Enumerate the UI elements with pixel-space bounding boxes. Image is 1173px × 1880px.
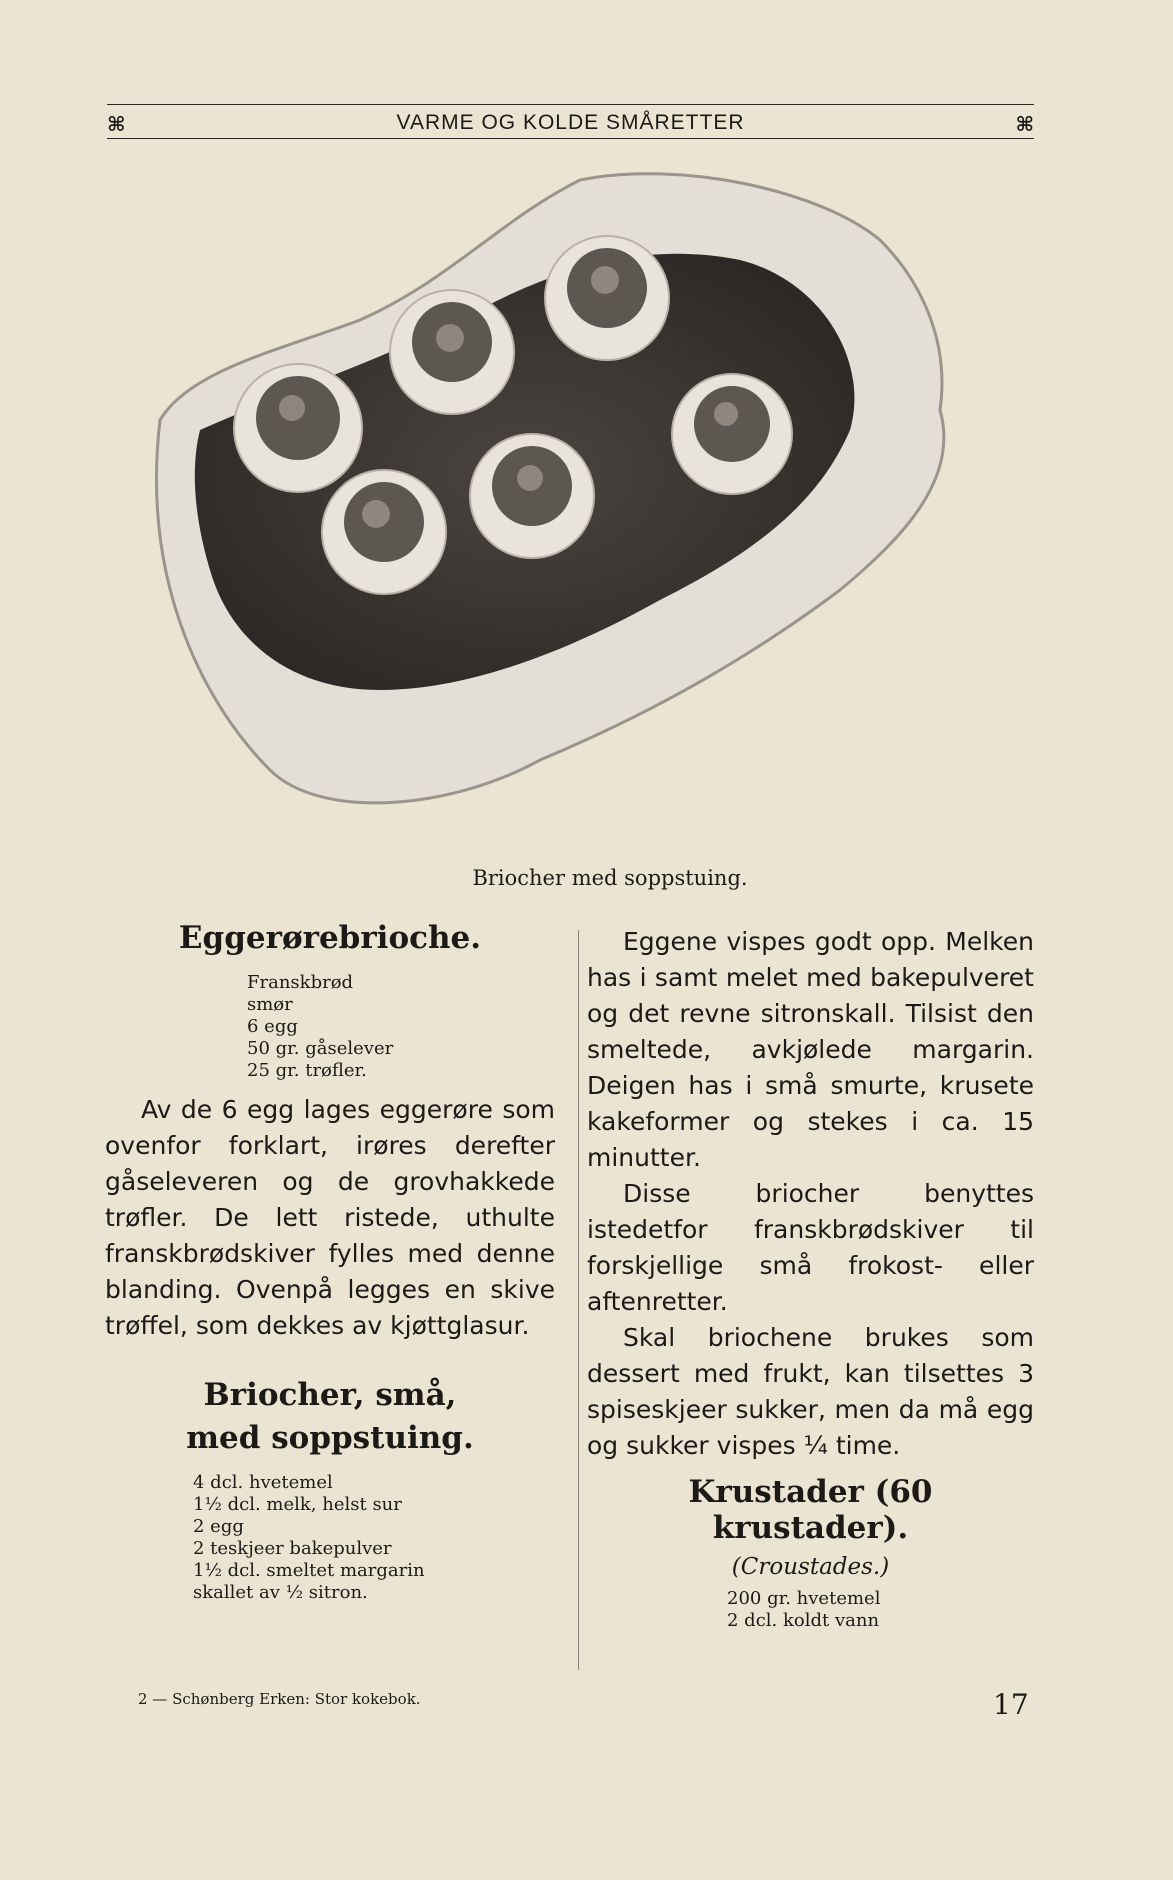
ingredient-item: smør (247, 994, 293, 1015)
page-number: 17 (993, 1688, 1029, 1721)
brioche-photo (120, 170, 1040, 870)
ingredient-item: 25 gr. trøfler. (247, 1060, 367, 1081)
ingredient-item: Franskbrød (247, 972, 354, 993)
ingredient-item: 2 dcl. koldt vann (727, 1610, 880, 1631)
left-column (105, 920, 555, 1604)
header-top-rule (107, 104, 1034, 105)
section-title-line: Briocher, små, (203, 1377, 457, 1413)
photo-caption: Briocher med soppstuing. (472, 866, 748, 890)
ingredient-item: 6 egg (247, 1016, 298, 1037)
header-bottom-rule (107, 138, 1034, 139)
ingredient-item: 4 dcl. hvetemel (193, 1472, 333, 1493)
ingredient-item: 2 teskjeer bakepulver (193, 1538, 392, 1559)
ingredient-item: 2 egg (193, 1516, 244, 1537)
recipe-text-4: Skal briochene brukes som dessert med frukt, kan tilsettes 3 spiseskjeer sukker, men da må egg og sukker vispes ¼ time. (587, 1323, 1034, 1460)
section-title-briocher (105, 1374, 555, 1460)
ingredient-list-1 (247, 972, 555, 1082)
section-title-eggerorebrioche: Eggerørebrioche. (178, 920, 482, 956)
recipe-text-1: Av de 6 egg lages eggerøre som ovenfor forklart, irøres derefter gåseleveren og de grovhakkede trøfler. De lett ristede, uthulte franskbrødskiver fylles med denne blanding. Ovenpå legges en skive trøffel, som dekkes av kjøttglasur. (105, 1095, 555, 1340)
recipe-text-2: Eggene vispes godt opp. Melken has i samt melet med bakepulveret og det revne sitronskall. Tilsist den smeltede, avkjølede margarin. Deigen has i små smurte, krusete kakeformer og stekes i ca. 15 minutter. (587, 927, 1034, 1172)
section-title-line: med soppstuing. (186, 1420, 474, 1456)
header-left-mark: ⌘ (107, 112, 126, 136)
header-right-mark: ⌘ (1015, 112, 1034, 136)
running-header (107, 108, 1034, 138)
ingredient-item: 50 gr. gåselever (247, 1038, 394, 1059)
right-column (587, 924, 1034, 1632)
recipe-text-3: Disse briocher benyttes istedetfor franskbrødskiver til forskjellige små frokost- eller aftenretter. (587, 1179, 1034, 1316)
footer-signature: 2 — Schønberg Erken: Stor kokebok. (138, 1690, 421, 1708)
ingredient-item: 1½ dcl. melk, helst sur (193, 1494, 402, 1515)
ingredient-item: 200 gr. hvetemel (727, 1588, 881, 1609)
header-title: VARME OG KOLDE SMÅRETTER (396, 111, 745, 134)
ingredient-list-3 (727, 1588, 1034, 1632)
section-title-krustader: Krustader (60 krustader). (688, 1474, 933, 1546)
ingredient-item: skallet av ½ sitron. (193, 1582, 368, 1603)
ingredient-list-2 (193, 1472, 555, 1604)
ingredient-item: 1½ dcl. smeltet margarin (193, 1560, 425, 1581)
column-divider (578, 930, 579, 1670)
section-subtitle-croustades: (Croustades.) (731, 1554, 890, 1580)
